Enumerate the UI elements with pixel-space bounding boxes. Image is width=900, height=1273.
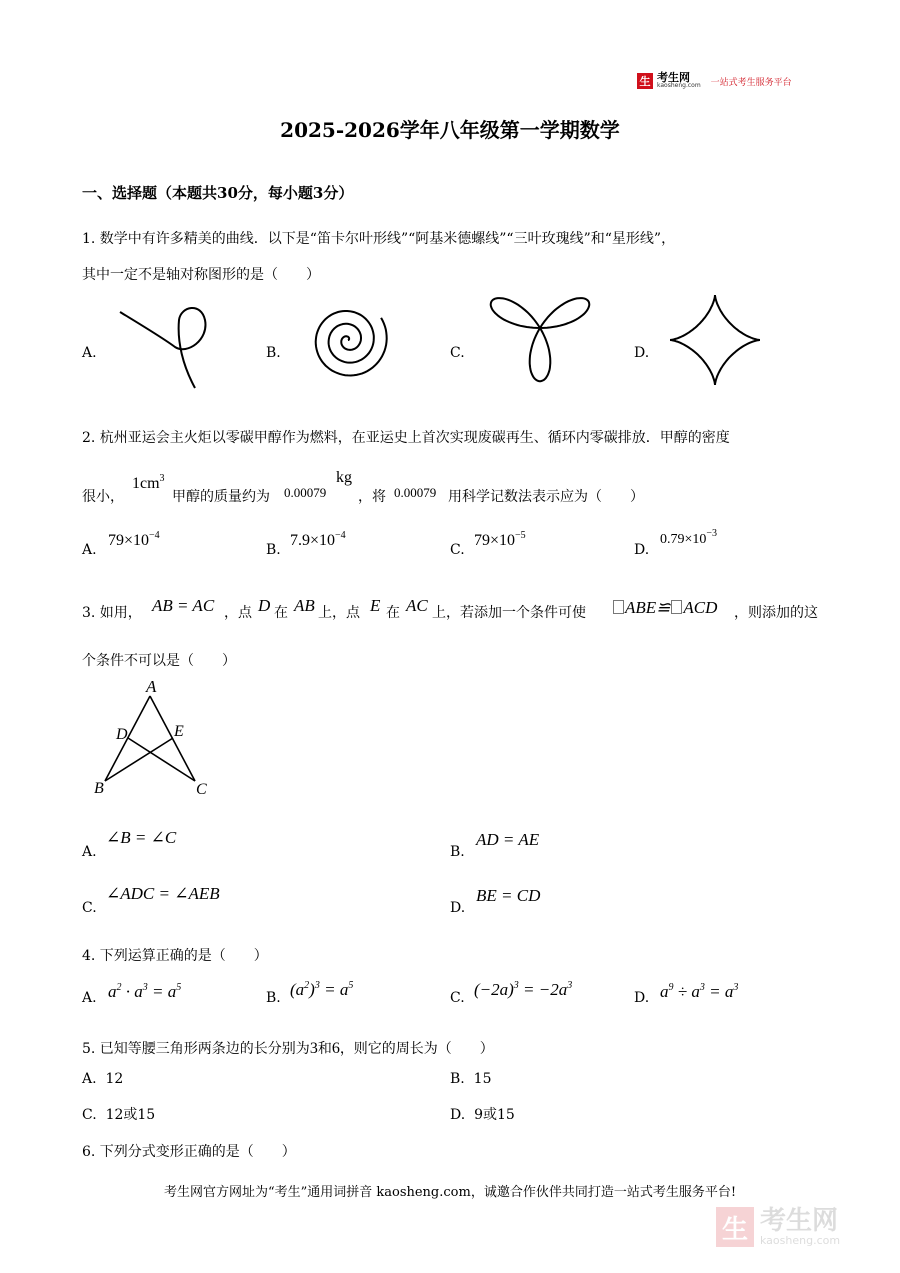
q4-b-exp1: 2 <box>304 980 310 991</box>
q5-option-c <box>82 1104 155 1124</box>
q3-line2: 个条件不可以是（ ） <box>82 653 236 669</box>
q4-b-exp2: 3 <box>314 980 320 991</box>
q2-option-a-base: 79×10 <box>108 532 150 549</box>
q1-option-a-label: A. <box>82 345 97 361</box>
q3-option-d-expr: BE = CD <box>476 886 541 905</box>
q4-c-exp1: 3 <box>513 980 519 991</box>
q4-option-c-label: C. <box>450 990 465 1006</box>
q6-stem: 6. 下列分式变形正确的是（ ） <box>82 1144 296 1160</box>
q3-option-c-expr: ∠ADC = ∠AEB <box>106 884 220 903</box>
q3-option-c-label: C. <box>82 900 97 916</box>
q5-option-c-label: C. <box>82 1107 97 1123</box>
q2-volume-exp: 3 <box>159 473 165 484</box>
q5-stem <box>82 1038 494 1058</box>
q2-text-small: 很小， <box>82 489 124 505</box>
q2-text-mass: 甲醇的质量约为 <box>172 489 270 505</box>
q4-a-part1: a <box>108 982 117 1001</box>
logo-slogan: 一站式考生服务平台 <box>710 77 792 88</box>
q3-option-d-label: D. <box>450 900 466 916</box>
q4-a-exp1: 2 <box>116 982 122 993</box>
q2-option-b <box>290 532 346 550</box>
q3-number: 3. 如用， <box>82 605 142 621</box>
label-d: D <box>116 726 128 743</box>
q3-segment-ac: AC <box>406 596 428 615</box>
label-b: B <box>94 780 104 797</box>
q3-triangle-acd: ACD <box>683 598 718 617</box>
label-c: C <box>196 781 207 798</box>
q5-option-b <box>450 1071 491 1087</box>
q2-line1: 2. 杭州亚运会主火炬以零碳甲醇作为燃料，在亚运史上首次实现废碳再生、循环内零碳排放．甲醇的密度 <box>82 430 730 446</box>
q5-option-d <box>450 1104 515 1124</box>
q3-condition-ab-ac: AB = AC <box>152 596 215 615</box>
q4-b-part1: (a <box>290 980 305 999</box>
q4-b-exp3: 5 <box>348 980 354 991</box>
q3-option-b-expr: AD = AE <box>476 830 540 849</box>
triangle-symbol-icon <box>613 600 624 614</box>
astroid-curve <box>665 292 765 388</box>
q2-option-a-exp: −4 <box>149 530 160 541</box>
q2-option-c <box>474 532 526 550</box>
q5-option-d-label: D. <box>450 1107 466 1123</box>
q3-congruence <box>612 598 717 618</box>
q2-text-comma: ，将 <box>358 489 386 505</box>
q4-c-part1: (−2a) <box>474 980 514 999</box>
label-a: A <box>146 677 157 696</box>
q2-options <box>82 528 802 562</box>
q2-option-c-exp: −5 <box>515 530 526 541</box>
q2-option-d-label: D. <box>634 542 650 558</box>
q2-volume <box>132 475 165 493</box>
q2-option-c-label: C. <box>450 542 465 558</box>
q1-option-b-label: B. <box>266 345 281 361</box>
q4-option-b <box>290 980 353 1000</box>
q4-option-c <box>474 980 572 1000</box>
q2-option-b-label: B. <box>266 542 281 558</box>
q4-option-a <box>108 982 181 1002</box>
q4-options <box>82 978 802 1008</box>
q5-option-a-label: A. <box>82 1071 97 1087</box>
q3-option-b-label: B. <box>450 844 465 860</box>
q2-option-d-exp: −3 <box>706 528 718 539</box>
q5-option-c-text: 12或15 <box>105 1107 156 1123</box>
triangle-figure <box>90 676 220 800</box>
rose-curve <box>480 290 600 390</box>
q5-option-b-text: 15 <box>473 1071 492 1087</box>
spiral-curve <box>296 296 406 391</box>
watermark-url: kaosheng.com <box>760 1233 841 1247</box>
q4-d-part2: ÷ a <box>673 982 700 1001</box>
q5-number-3: 3 <box>309 1040 318 1057</box>
q5-number-6: 6 <box>331 1040 340 1057</box>
q5-option-a <box>82 1071 123 1087</box>
section-heading: 一、选择题（本题共30分，每小题3分） <box>82 184 354 202</box>
q4-d-exp1: 9 <box>668 982 674 993</box>
q3-text-4: 在 <box>386 605 400 621</box>
logo-url: kaosheng.com <box>657 82 701 89</box>
brand-logo <box>637 73 792 89</box>
q4-d-part3: = a <box>704 982 734 1001</box>
q1-option-d-label: D. <box>634 345 650 361</box>
q4-a-exp3: 5 <box>176 982 182 993</box>
watermark-icon: 生 <box>716 1207 754 1247</box>
q3-point-e: E <box>370 596 381 615</box>
triangle-symbol-icon <box>671 600 682 614</box>
page-title: 2025-2026学年八年级第一学期数学 <box>280 118 620 142</box>
q4-option-a-label: A. <box>82 990 97 1006</box>
q3-text-2: 在 <box>274 605 288 621</box>
q2-option-d-base: 0.79×10 <box>660 532 707 547</box>
q3-option-a-expr: ∠B = ∠C <box>106 828 177 847</box>
logo-icon: 生 <box>637 73 653 89</box>
q2-option-a <box>108 532 160 550</box>
q2-option-b-exp: −4 <box>335 530 346 541</box>
q5-stem-post: ，则它的周长为（ ） <box>339 1041 494 1057</box>
q4-option-d-label: D. <box>634 990 650 1006</box>
q3-text-6: ，则添加的这 <box>734 605 818 621</box>
q4-a-exp2: 3 <box>142 982 148 993</box>
q2-value-2: 0.00079 <box>394 485 437 500</box>
q4-option-d <box>660 982 738 1002</box>
q4-a-part3: = a <box>147 982 177 1001</box>
q2-option-a-label: A. <box>82 542 97 558</box>
q2-option-c-base: 79×10 <box>474 532 516 549</box>
watermark-name: 考生网 <box>760 1205 839 1236</box>
q4-b-part2: ) <box>309 980 315 999</box>
q5-stem-pre: 5. 已知等腰三角形两条边的长分别为 <box>82 1041 310 1057</box>
q5-stem-mid: 和 <box>317 1041 332 1057</box>
q4-d-part1: a <box>660 982 669 1001</box>
q3-text-5: 上，若添加一个条件可使 <box>432 605 586 621</box>
watermark-logo <box>716 1207 840 1247</box>
q3-segment-ab: AB <box>294 596 315 615</box>
q3-text-1: ，点 <box>224 605 252 621</box>
q4-option-b-label: B. <box>266 990 281 1006</box>
q1-line1: 1. 数学中有许多精美的曲线．以下是“笛卡尔叶形线”“阿基米德螺线”“三叶玫瑰线”和“星形线”， <box>82 231 676 247</box>
q4-a-part2: · a <box>121 982 143 1001</box>
q5-option-d-text: 9或15 <box>474 1107 515 1123</box>
q2-unit-kg: kg <box>336 469 352 486</box>
q4-c-exp2: 3 <box>567 980 573 991</box>
q4-d-exp2: 3 <box>699 982 705 993</box>
q5-option-b-label: B. <box>450 1071 465 1087</box>
folium-curve <box>115 298 215 393</box>
q4-b-part3: = a <box>319 980 349 999</box>
q2-value-1: 0.00079 <box>284 485 327 500</box>
q2-volume-base: 1cm <box>132 475 160 492</box>
q3-option-a-label: A. <box>82 844 97 860</box>
q5-option-a-text: 12 <box>105 1071 124 1087</box>
q2-option-b-base: 7.9×10 <box>290 532 336 549</box>
page-footer: 考生网官方网址为“考生”通用词拼音 kaosheng.com，诚邀合作伙伴共同打造一站式考生服务平台! <box>163 1185 737 1200</box>
q2-option-d <box>660 528 718 548</box>
logo-name: 考生网 <box>657 71 690 84</box>
q3-text-3: 上，点 <box>318 605 360 621</box>
q4-d-exp3: 3 <box>733 982 739 993</box>
q4-stem: 4. 下列运算正确的是（ ） <box>82 948 268 964</box>
q1-option-c-label: C. <box>450 345 465 361</box>
q3-point-d: D <box>258 596 271 615</box>
q4-c-part2: = −2a <box>518 980 568 999</box>
q3-triangle-abe: ABE≌ <box>625 598 671 617</box>
label-e: E <box>174 723 184 740</box>
q1-line2: 其中一定不是轴对称图形的是（ ） <box>82 267 320 283</box>
q2-text-rest: 用科学记数法表示应为（ ） <box>448 489 644 505</box>
